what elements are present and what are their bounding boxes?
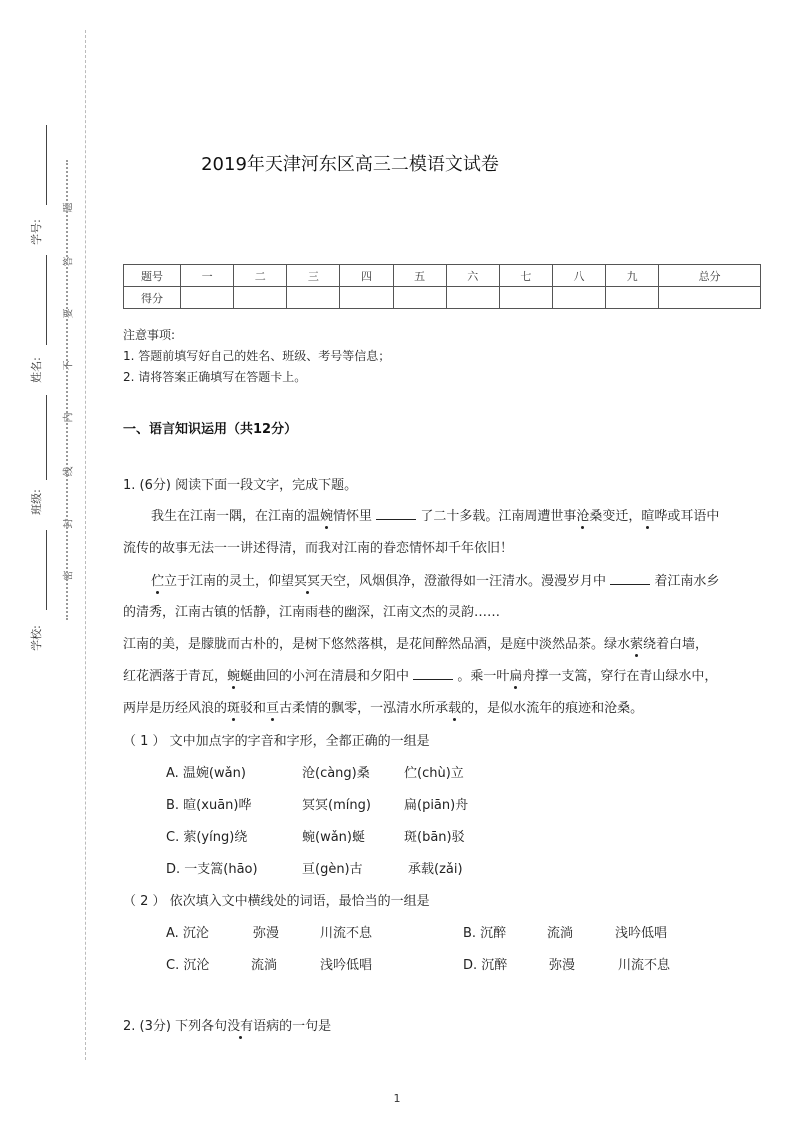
option-1b-col3: 扁(piān)舟: [404, 798, 469, 813]
option-1b-col2: 冥冥(míng): [302, 798, 371, 813]
passage-line: [151, 505, 719, 524]
passage-text: 驳和: [240, 701, 267, 716]
passage-line: [123, 665, 717, 684]
score-cell[interactable]: [552, 287, 605, 309]
question-1-stem: 1. (6分) 阅读下面一段文字，完成下题。: [123, 478, 358, 493]
emphasis-char: 载: [448, 701, 462, 716]
question-text: 语病的一句是: [253, 1019, 332, 1034]
score-header-cell: 六: [446, 265, 499, 287]
passage-text: 。乘一叶: [457, 669, 510, 684]
option-1a-col1[interactable]: A. 温婉(wǎn): [166, 766, 246, 781]
score-cell[interactable]: [499, 287, 552, 309]
passage-text: 桑变迁，: [589, 509, 642, 524]
option-1b-col1[interactable]: B. 暄(xuān)哗: [166, 798, 252, 813]
seal-word: 线: [63, 466, 75, 477]
margin-line-1: [46, 125, 47, 205]
emphasis-char: 沧: [576, 509, 590, 524]
option-2b[interactable]: B. 沉醉: [463, 926, 507, 941]
option-2b-word3: 浅吟低唱: [615, 926, 668, 941]
passage-text: 两岸是历经风浪的: [123, 701, 228, 716]
margin-line-3: [46, 395, 47, 480]
question-text: 2. (3分) 下列各句: [123, 1019, 228, 1034]
option-2c-word2: 流淌: [251, 958, 278, 973]
score-header-cell: 八: [552, 265, 605, 287]
score-header-cell: 九: [606, 265, 659, 287]
margin-line-2: [46, 255, 47, 345]
score-cell[interactable]: [606, 287, 659, 309]
passage-line: 的清秀，江南古镇的恬静，江南雨巷的幽深，江南文杰的灵韵……: [123, 605, 501, 620]
option-2d-word2: 弥漫: [549, 958, 576, 973]
option-2a[interactable]: A. 沉沦: [166, 926, 209, 941]
passage-line: 流传的故事无法一一讲述得清，而我对江南的眷恋情怀却千年依旧！: [123, 541, 514, 556]
passage-text: 蜒曲回的小河在清晨和夕阳中: [240, 669, 410, 684]
page-title: 2019年天津河东区高三二模语文试卷: [201, 154, 499, 175]
score-header-cell: 题号: [124, 265, 181, 287]
score-header-cell: 一: [181, 265, 234, 287]
page-number: 1: [393, 1092, 401, 1105]
score-table-header-row: [124, 265, 761, 287]
passage-text: 我生在江南一隅，在江南的温: [151, 509, 321, 524]
score-cell[interactable]: [340, 287, 393, 309]
seal-word: 内: [63, 412, 75, 423]
score-header-cell: 总分: [659, 265, 761, 287]
name-label: 姓名:: [30, 357, 43, 383]
score-cell[interactable]: [659, 287, 761, 309]
score-header-cell: 二: [234, 265, 287, 287]
school-label: 学校:: [30, 625, 43, 651]
passage-text: 江南的美，是朦胧而古朴的，是树下悠然落棋，是花间醉然品酒，是庭中淡然品茶。绿水: [123, 637, 631, 652]
emphasis-word: 没有: [227, 1019, 254, 1034]
option-2c[interactable]: C. 沉沦: [166, 958, 210, 973]
notes-heading: 注意事项:: [123, 328, 176, 342]
passage-line: [151, 570, 719, 589]
emphasis-char: 扁: [509, 669, 523, 684]
score-table-score-row: [124, 287, 761, 309]
passage-text: 红花洒落于青瓦，: [123, 669, 228, 684]
emphasis-char: 婉: [320, 509, 334, 524]
notes-item: 2. 请将答案正确填写在答题卡上。: [123, 370, 307, 384]
score-header-cell: 五: [393, 265, 446, 287]
emphasis-char: 伫: [151, 574, 165, 589]
score-cell[interactable]: [234, 287, 287, 309]
passage-text: 立于江南的灵土，仰望: [164, 574, 295, 589]
seal-word: 封: [63, 518, 75, 529]
score-cell[interactable]: [287, 287, 340, 309]
emphasis-char: 蜿: [227, 669, 241, 684]
passage-text: 的，是似水流年的痕迹和沧桑。: [461, 701, 644, 716]
binding-dashed-line: [85, 30, 86, 1060]
passage-text: 天空，风烟俱净，澄澈得如一汪清水。漫漫岁月中: [320, 574, 607, 589]
passage-text: 绕着白墙，: [643, 637, 709, 652]
score-cell[interactable]: [446, 287, 499, 309]
option-2a-word2: 弥漫: [253, 926, 280, 941]
passage-line: [123, 633, 708, 652]
option-1a-col3: 伫(chù)立: [404, 766, 464, 781]
question-2-stem: [123, 1015, 331, 1034]
fill-blank-2[interactable]: [610, 574, 650, 585]
sub-question-1: （ 1 ） 文中加点字的字音和字形，全都正确的一组是: [123, 734, 430, 749]
seal-word: 不: [63, 360, 75, 371]
seal-dots: [66, 160, 70, 620]
emphasis-char: 亘: [266, 701, 280, 716]
option-1d-col2: 亘(gèn)古: [302, 862, 363, 877]
option-2a-word3: 川流不息: [320, 926, 373, 941]
emphasis-char: 斑: [227, 701, 241, 716]
section-heading: 一、语言知识运用（共12分）: [123, 422, 298, 437]
option-2c-word3: 浅吟低唱: [320, 958, 373, 973]
class-label: 班级:: [30, 489, 43, 515]
score-table: [123, 264, 761, 309]
emphasis-char: 萦: [630, 637, 644, 652]
option-1a-col2: 沧(càng)桑: [302, 766, 370, 781]
seal-word: 密: [63, 570, 75, 581]
passage-text: 古柔情的飘零，一泓清水所承: [279, 701, 449, 716]
passage-line: [123, 697, 643, 716]
option-1c-col3: 斑(bān)驳: [404, 830, 465, 845]
seal-word: 答: [63, 256, 75, 267]
option-2d[interactable]: D. 沉醉: [463, 958, 508, 973]
fill-blank-3[interactable]: [413, 669, 453, 680]
notes-item: 1. 答题前填写好自己的姓名、班级、考号等信息；: [123, 349, 391, 363]
passage-text: 哗或耳语中: [654, 509, 720, 524]
passage-text: 情怀里: [333, 509, 373, 524]
score-cell[interactable]: [393, 287, 446, 309]
seal-word: 题: [63, 202, 75, 213]
passage-text: 舟撑一支篙，穿行在青山绿水中，: [522, 669, 718, 684]
option-1d-col1[interactable]: D. 一支篙(hāo): [166, 862, 258, 877]
option-2d-word3: 川流不息: [618, 958, 671, 973]
option-1d-col3: 承载(zǎi): [408, 862, 463, 877]
option-1c-col2: 蜿(wǎn)蜒: [302, 830, 365, 845]
emphasis-char: 冥冥: [294, 574, 321, 589]
student-id-label: 学号:: [30, 219, 43, 245]
score-header-cell: 七: [499, 265, 552, 287]
passage-text: 了二十多载。江南周遭世事: [420, 509, 577, 524]
option-1c-col1[interactable]: C. 萦(yíng)绕: [166, 830, 248, 845]
score-header-cell: 三: [287, 265, 340, 287]
option-2b-word2: 流淌: [547, 926, 574, 941]
score-row-label: 得分: [124, 287, 181, 309]
passage-text: 着江南水乡: [654, 574, 720, 589]
sub-question-2: （ 2 ） 依次填入文中横线处的词语，最恰当的一组是: [123, 894, 430, 909]
emphasis-char: 暄: [641, 509, 655, 524]
fill-blank-1[interactable]: [376, 509, 416, 520]
score-header-cell: 四: [340, 265, 393, 287]
score-cell[interactable]: [181, 287, 234, 309]
margin-line-4: [46, 530, 47, 610]
seal-word: 要: [63, 308, 75, 319]
